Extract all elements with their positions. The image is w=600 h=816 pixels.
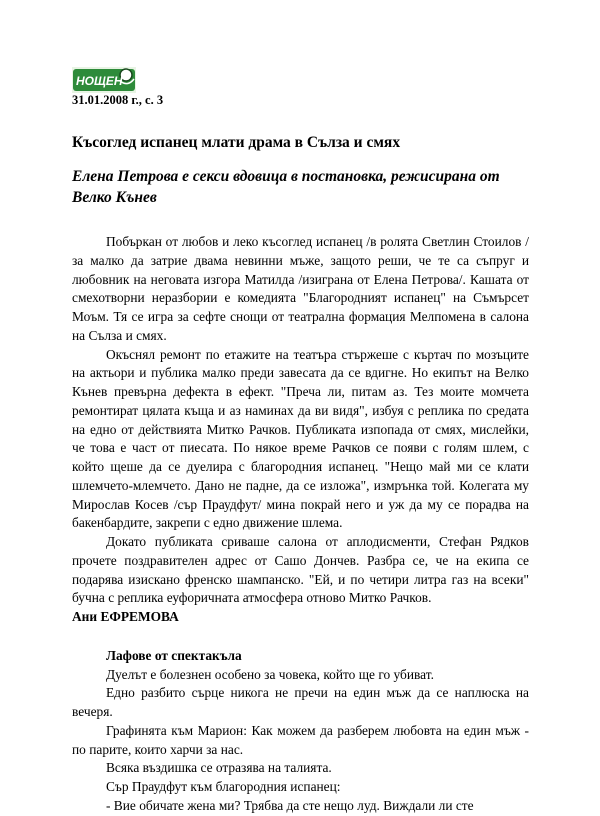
quote: Сър Праудфут към благородния испанец: xyxy=(106,779,341,794)
quote: Графинята към Марион: Как можем да разберем любовта на един мъж - по парите, които харчи за нас. xyxy=(72,722,529,757)
article-body xyxy=(72,233,529,816)
article-subtitle: Елена Петрова е секси вдовица в постановка, режисирана от Велко Кънев xyxy=(72,168,500,206)
publication-date-page: 31.01.2008 г., с. 3 xyxy=(72,93,164,107)
section-title: Лафове от спектакъла xyxy=(106,647,242,663)
quote: Дуелът е болезнен особено за човека, който ще го убиват. xyxy=(106,666,434,682)
paragraph: Докато публиката сриваше салона от аплодисменти, Стефан Рядков прочете поздравителен адрес от Сашо Дончев. Разбра се, че на екипа се подарява изискано френско шампанско. "Ей, и по четири литра газ на всеки" бучна с реплика еуфоричната атмосфера отново Митко Рачков. xyxy=(72,534,529,606)
nosht-logo-icon xyxy=(72,67,136,93)
svg-text:НОЩЕН: НОЩЕН xyxy=(76,74,123,88)
quote: Едно разбито сърце никога не пречи на един мъж да се наплюска на вечеря. xyxy=(72,685,529,719)
quote: - Вие обичате жена ми? Трябва да сте нещо луд. Виждали ли сте xyxy=(106,797,474,813)
newspaper-logo xyxy=(72,67,136,93)
paragraph: Окъснял ремонт по етажите на театъра стържеше с къртач по мозъците на актьори и публика малко преди завесата да се вдигне. Но екипът на Велко Кънев превърна дефекта в ефект. "Преча ли, питам аз. Тез моите момчета ремонтират цялата къща и аз наминах да ви видя", избуя с реплика по средата на едно от действията Митко Рачков. Публиката изпопада от смях, мислейки, че това е част от пиесата. По някое време Рачков се появи с голям шлем, с който щеше да се дуелира с благородния испанец. "Нещо май ми се клати шлемчето-млемчето. Дано не падне, да се изложа", измрънка той. Колегата му Мирослав Косев /сър Праудфут/ мина покрай него и уж да му се порадва на бакенбардите, закрепи с едно движение шлема. xyxy=(72,346,529,531)
article-author: Ани ЕФРЕМОВА xyxy=(72,609,179,624)
quote: Всяка въздишка се отразява на талията. xyxy=(106,760,332,776)
paragraph: Побъркан от любов и леко късоглед испанец /в ролята Светлин Стоилов /за малко да затрие двама невинни мъже, защото реши, че те са съпруг и любовник на неговата изгора Матилда /изиграна от Елена Петрова/. Кашата от смехотворни неразбории е комедията "Благородният испанец" на Съмърсет Моъм. Тя се игра за сефте снощи от театрална формация Мелпомена в салона на Сълза и смях. xyxy=(72,234,529,343)
article-title: Късоглед испанец млати драма в Сълза и смях xyxy=(72,134,401,151)
